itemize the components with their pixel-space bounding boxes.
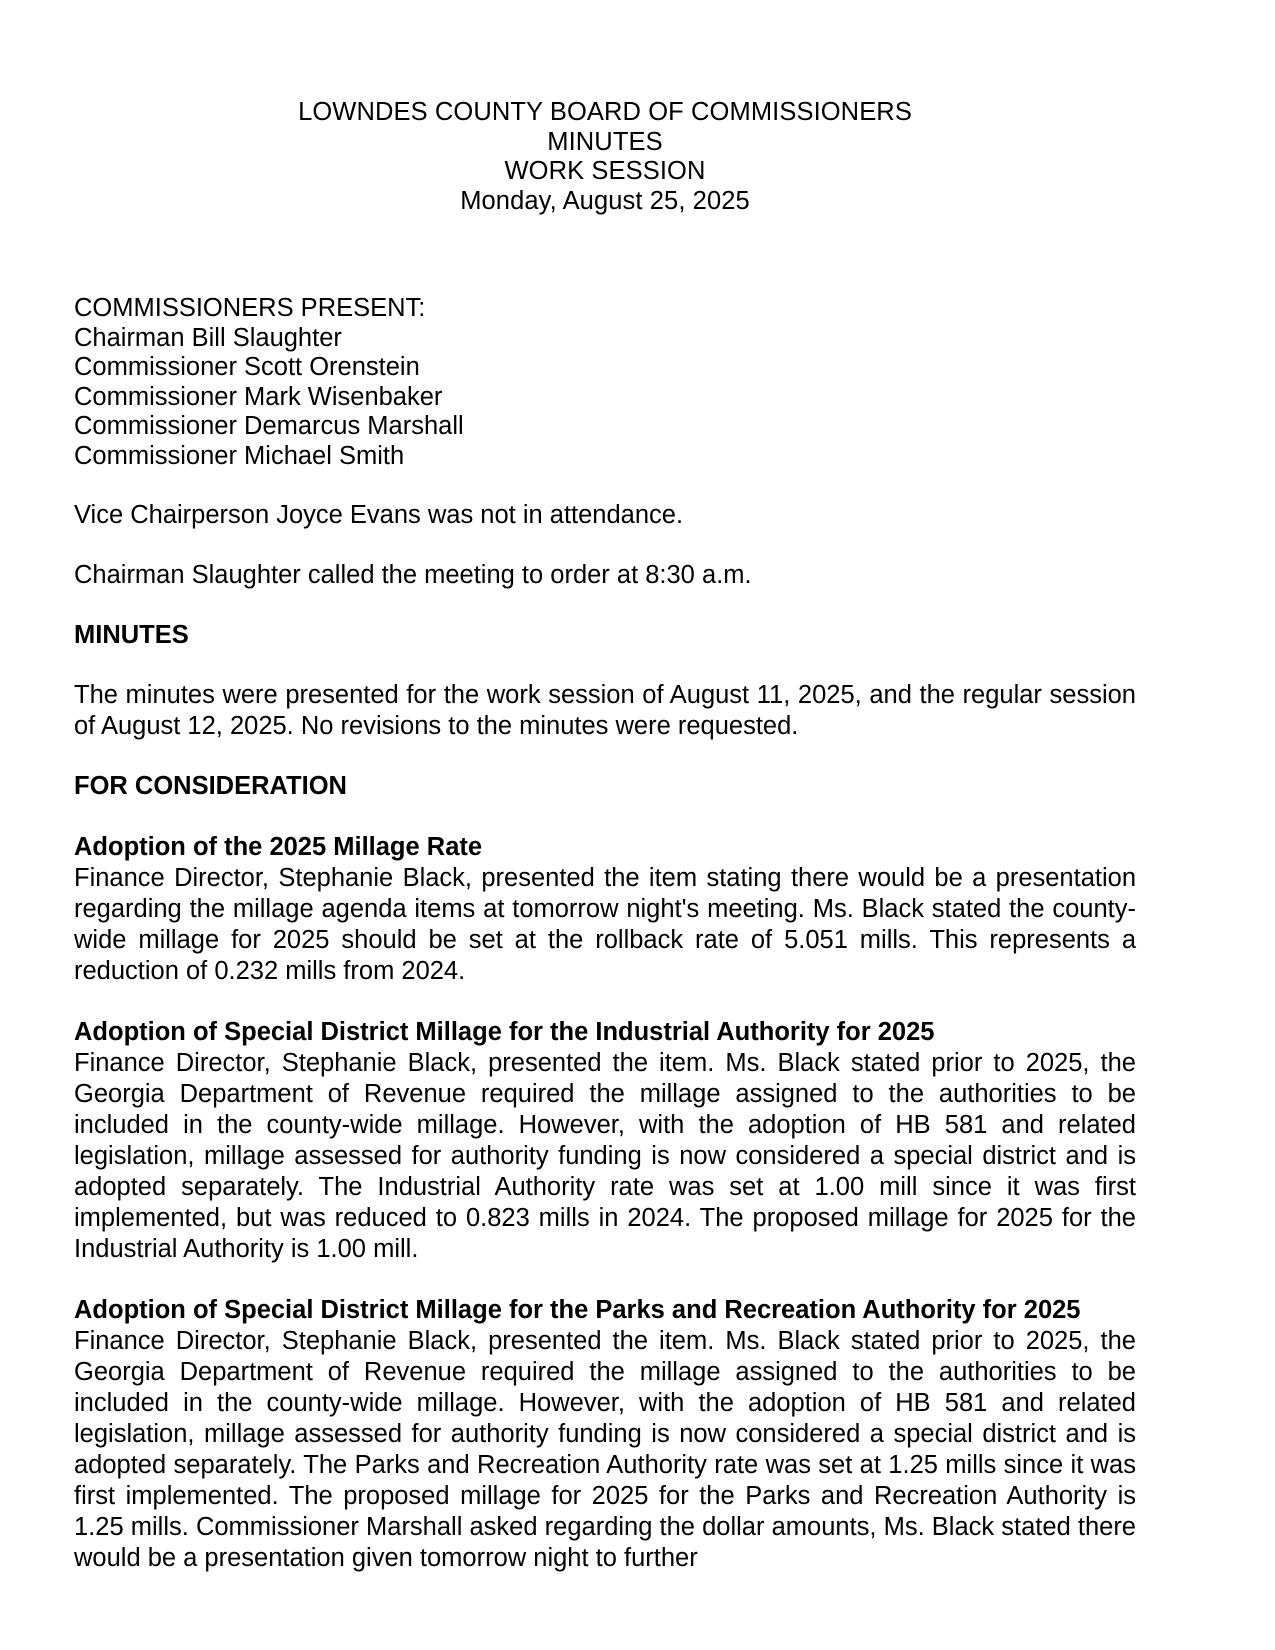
agenda-item-body-millage-rate: Finance Director, Stephanie Black, presented the item stating there would be a presentation regarding the millage agenda items at tomorrow night's meeting. Ms. Black stated the county-wide millage for 2025 should be set at the rollback rate of 5.051 mills. This represents a reduction of 0.232 mills from 2024. — [74, 864, 1136, 985]
header-spacer — [74, 216, 1136, 294]
call-to-order-spacer — [74, 591, 1136, 620]
agenda-item-body-industrial-authority: Finance Director, Stephanie Black, presented the item. Ms. Black stated prior to 2025, the Georgia Department of Revenue required the millage assigned to the authorities to be included in the county-wide millage. However, with the adoption of HB 581 and related legislation, millage assessed for authority funding is now considered a special district and is adopted separately. The Industrial Authority rate was set at 1.00 mill since it was first implemented, but was reduced to 0.823 mills in 2024. The proposed millage for 2025 for the Industrial Authority is 1.00 mill. — [74, 1049, 1136, 1263]
agenda-item-industrial-authority — [74, 1017, 1136, 1265]
agenda-item-body-parks-recreation-authority: Finance Director, Stephanie Black, presented the item. Ms. Black stated prior to 2025, the Georgia Department of Revenue required the millage assigned to the authorities to be included in the county-wide millage. However, with the adoption of HB 581 and related legislation, millage assessed for authority funding is now considered a special district and is adopted separately. The Parks and Recreation Authority rate was set at 1.25 mills since it was first implemented. The proposed millage for 2025 for the Parks and Recreation Authority is 1.25 mills. Commissioner Marshall asked regarding the dollar amounts, Ms. Black stated there would be a presentation given tomorrow night to further — [74, 1327, 1136, 1572]
absent-note-spacer — [74, 531, 1136, 560]
document-header — [74, 98, 1136, 216]
section-body-minutes: The minutes were presented for the work session of August 11, 2025, and the regular session of August 12, 2025. No revisions to the minutes were requested. — [74, 681, 1136, 740]
minutes-heading-spacer — [74, 651, 1136, 680]
attendee-chairman: Chairman Bill Slaughter — [74, 323, 342, 352]
header-line-organization: LOWNDES COUNTY BOARD OF COMMISSIONERS — [298, 98, 912, 126]
agenda-item-heading-industrial-authority: Adoption of Special District Millage for the Industrial Authority for 2025 — [74, 1018, 935, 1046]
agenda-item-parks-recreation-authority — [74, 1295, 1136, 1574]
minutes-body-spacer — [74, 742, 1136, 771]
attendance-label: COMMISSIONERS PRESENT: — [74, 294, 426, 322]
header-line-date: Monday, August 25, 2025 — [460, 186, 750, 215]
agenda-item-millage-rate — [74, 832, 1136, 987]
attendee-commissioner-4: Commissioner Michael Smith — [74, 441, 405, 470]
agenda-item-heading-parks-recreation-authority: Adoption of Special District Millage for the Parks and Recreation Authority for 2025 — [74, 1296, 1081, 1324]
document-content — [74, 98, 1136, 1574]
attendance-spacer — [74, 471, 1136, 500]
attendee-commissioner-2: Commissioner Mark Wisenbaker — [74, 382, 443, 411]
section-heading-for-consideration: FOR CONSIDERATION — [74, 772, 347, 800]
section-heading-minutes: MINUTES — [74, 621, 189, 649]
header-line-session-type: WORK SESSION — [504, 157, 706, 185]
attendee-commissioner-3: Commissioner Demarcus Marshall — [74, 412, 464, 440]
absent-note: Vice Chairperson Joyce Evans was not in attendance. — [74, 501, 684, 529]
agenda-item-heading-millage-rate: Adoption of the 2025 Millage Rate — [74, 833, 483, 861]
call-to-order-note: Chairman Slaughter called the meeting to order at 8:30 a.m. — [74, 561, 752, 589]
header-line-document-type: MINUTES — [547, 127, 663, 156]
attendee-commissioner-1: Commissioner Scott Orenstein — [74, 353, 420, 381]
attendance-block — [74, 294, 1136, 471]
